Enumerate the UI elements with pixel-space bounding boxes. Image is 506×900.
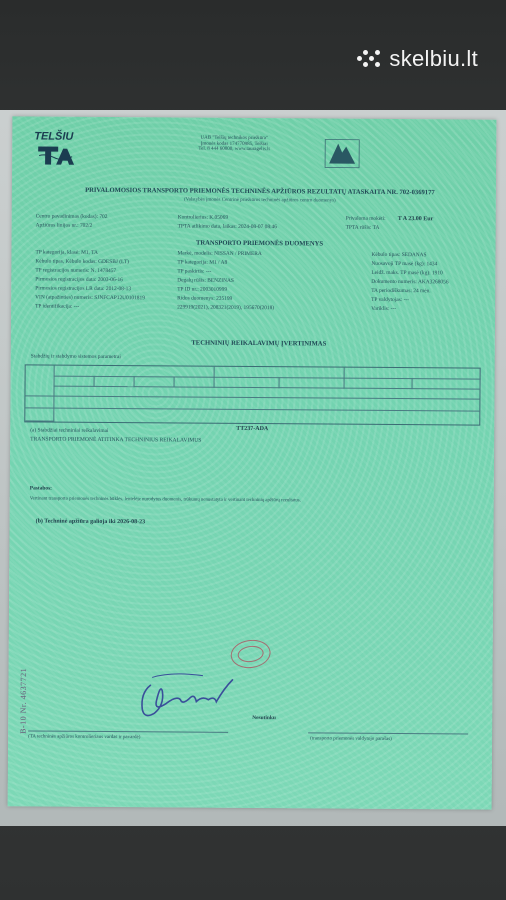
fee-value: T A 23.00 Eur (397, 216, 434, 223)
signature-left-label: (TA techninės apžiūros kontrolieriaus vardas ir pavardė) (28, 734, 141, 741)
vehicle-middle-line: 229919(2021), 208321(2019), 195670(2018) (177, 304, 275, 312)
table-row-divider (25, 407, 479, 411)
remarks-text: Vertinant transporto priemonės techninės būklės, lentelėje nurodytus duomenis, trūkumų nenustatyta ir vertinant techninių apžiūrų rezultatus. (29, 496, 301, 504)
inspection-document (8, 116, 497, 809)
table-cell (214, 377, 280, 388)
brakes-note: (a) Stabdžiai techniniai reikalavimai (30, 427, 109, 434)
table-cell (279, 377, 345, 388)
vehicle-right-line: Dokumento numeris: AKA3268056 (371, 278, 449, 286)
vehicle-section-title: TRANSPORTO PRIEMONĖS DUOMENYS (195, 239, 324, 248)
vehicle-right-line: Variklis: --- (371, 305, 397, 313)
watermark-logo (357, 46, 478, 72)
org-line: UAB "Telšių technikos priežiūra" (200, 135, 269, 142)
vehicle-right-line: Kėbulo tipas: SEDANAS (371, 251, 427, 259)
dots-icon (357, 48, 383, 70)
vehicle-right-line: TP valdytojas: --- (371, 296, 409, 304)
vehicle-left-line: VIN (atpažinties) numeris: SJNFCAP12U0101819 (35, 294, 145, 302)
vehicle-right-line: TA periodiškumas: 24 mėn. (371, 287, 431, 295)
signed-label: Nesutinku (252, 715, 276, 722)
telsiu-logo (30, 130, 86, 172)
vehicle-left-line: Pirmosios registracijos data: 2003-06-16 (35, 276, 123, 284)
document-serial: B-10 Nr. 4637721 (18, 667, 29, 734)
vehicle-left-line: TP registracijos numeris: N. 1478457 (35, 267, 117, 275)
vehicle-left-line: TP kategorija, klasė: M1, TA (35, 249, 98, 256)
vehicle-left-line: TP identifikacija: --- (35, 303, 80, 310)
report-subtitle: (Valstybės įmonės Centrinė priežiūros techninės apžiūros centro duomenys) (183, 197, 336, 204)
table-cell (344, 378, 413, 389)
table-cell (94, 376, 135, 387)
ta-logo-icon (36, 144, 76, 166)
table-cell (174, 376, 215, 387)
table-cell (54, 376, 95, 387)
fee-label: Privaloma mokėti: (345, 215, 386, 222)
vehicle-right-line: Leidž. maks. TP masė (kg): 1910 (371, 269, 443, 277)
validity-date: (b) Techninė apžiūra galioja iki 2026-08-23 (35, 518, 146, 526)
vehicle-right-line: Nuosavoji TP masė (kg): 1434 (371, 260, 438, 268)
vehicle-middle-line: Degalų rūšis: BENZINAS (177, 277, 234, 284)
handwritten-signature-icon (132, 665, 252, 726)
station-code: Centro pavadinimas (kodas): 702 (35, 213, 108, 220)
org-line: Tel. 8 444 60000, www.tauragelis.lt (198, 146, 270, 153)
logo-text: TELŠIU (34, 130, 74, 143)
brake-parameters-table (24, 364, 480, 425)
conformity-title: TRANSPORTO PRIEMONĖ ATITINKA TECHNINIUS REIKALAVIMUS (30, 436, 202, 444)
vehicle-middle-line: TP kategorija: M1 / A8 (177, 259, 228, 266)
signature-right-label: (transporto priemonės valdytojo parašas) (310, 736, 392, 742)
vehicle-middle-line: Ridos duomenys: 235199 (177, 295, 233, 302)
accreditation-logo-icon (324, 138, 360, 168)
org-line: Įmonės kodas 174770985, Telšiai (200, 141, 268, 147)
inspection-date: TPTA atlikimo data, laikas: 2024-08-07 08:46 (177, 223, 277, 231)
table-row-divider (25, 395, 479, 399)
vehicle-middle-line: TP ID nr.: 2003010999 (177, 286, 228, 293)
vehicle-middle-line: Markė, modelis: NISSAN / PRIMERA (177, 250, 262, 258)
signature-line-left (28, 730, 228, 732)
report-title: PRIVALOMOSIOS TRANSPORTO PRIEMONĖS TECHNINĖS APŽIŪROS REZULTATŲ ATASKAITA NR. 702-0369177 (85, 186, 435, 197)
vehicle-left-line: Pirmosios registracijos LR data: 2012-08-13 (35, 285, 132, 293)
inspector-code: Kontrolierius: K.05069 (177, 214, 229, 221)
vehicle-middle-line: TP paskirtis: --- (177, 268, 212, 275)
inspection-category: TPTA rūšis: TA (345, 224, 380, 231)
table-cell (25, 365, 54, 421)
table-cell (134, 376, 175, 387)
table-caption: Stabdžių ir stabdymo sistemos parametrai (30, 353, 121, 361)
line-number: Apžiūros linijos nr.: 702/2 (35, 222, 93, 229)
signature-line-right (308, 732, 468, 734)
table-cell (412, 378, 481, 389)
watermark-text: skelbiu.lt (389, 46, 478, 71)
result-code: TT237-ADA (236, 425, 269, 433)
remarks-label: Pastabos: (29, 485, 53, 492)
requirements-section-title: TECHNINIŲ REIKALAVIMŲ ĮVERTINIMAS (191, 339, 327, 348)
organization-block (154, 135, 314, 153)
vehicle-left-line: Kėbulo tipas, Kėbulo kodas: GDESBJ (LT) (35, 258, 129, 266)
